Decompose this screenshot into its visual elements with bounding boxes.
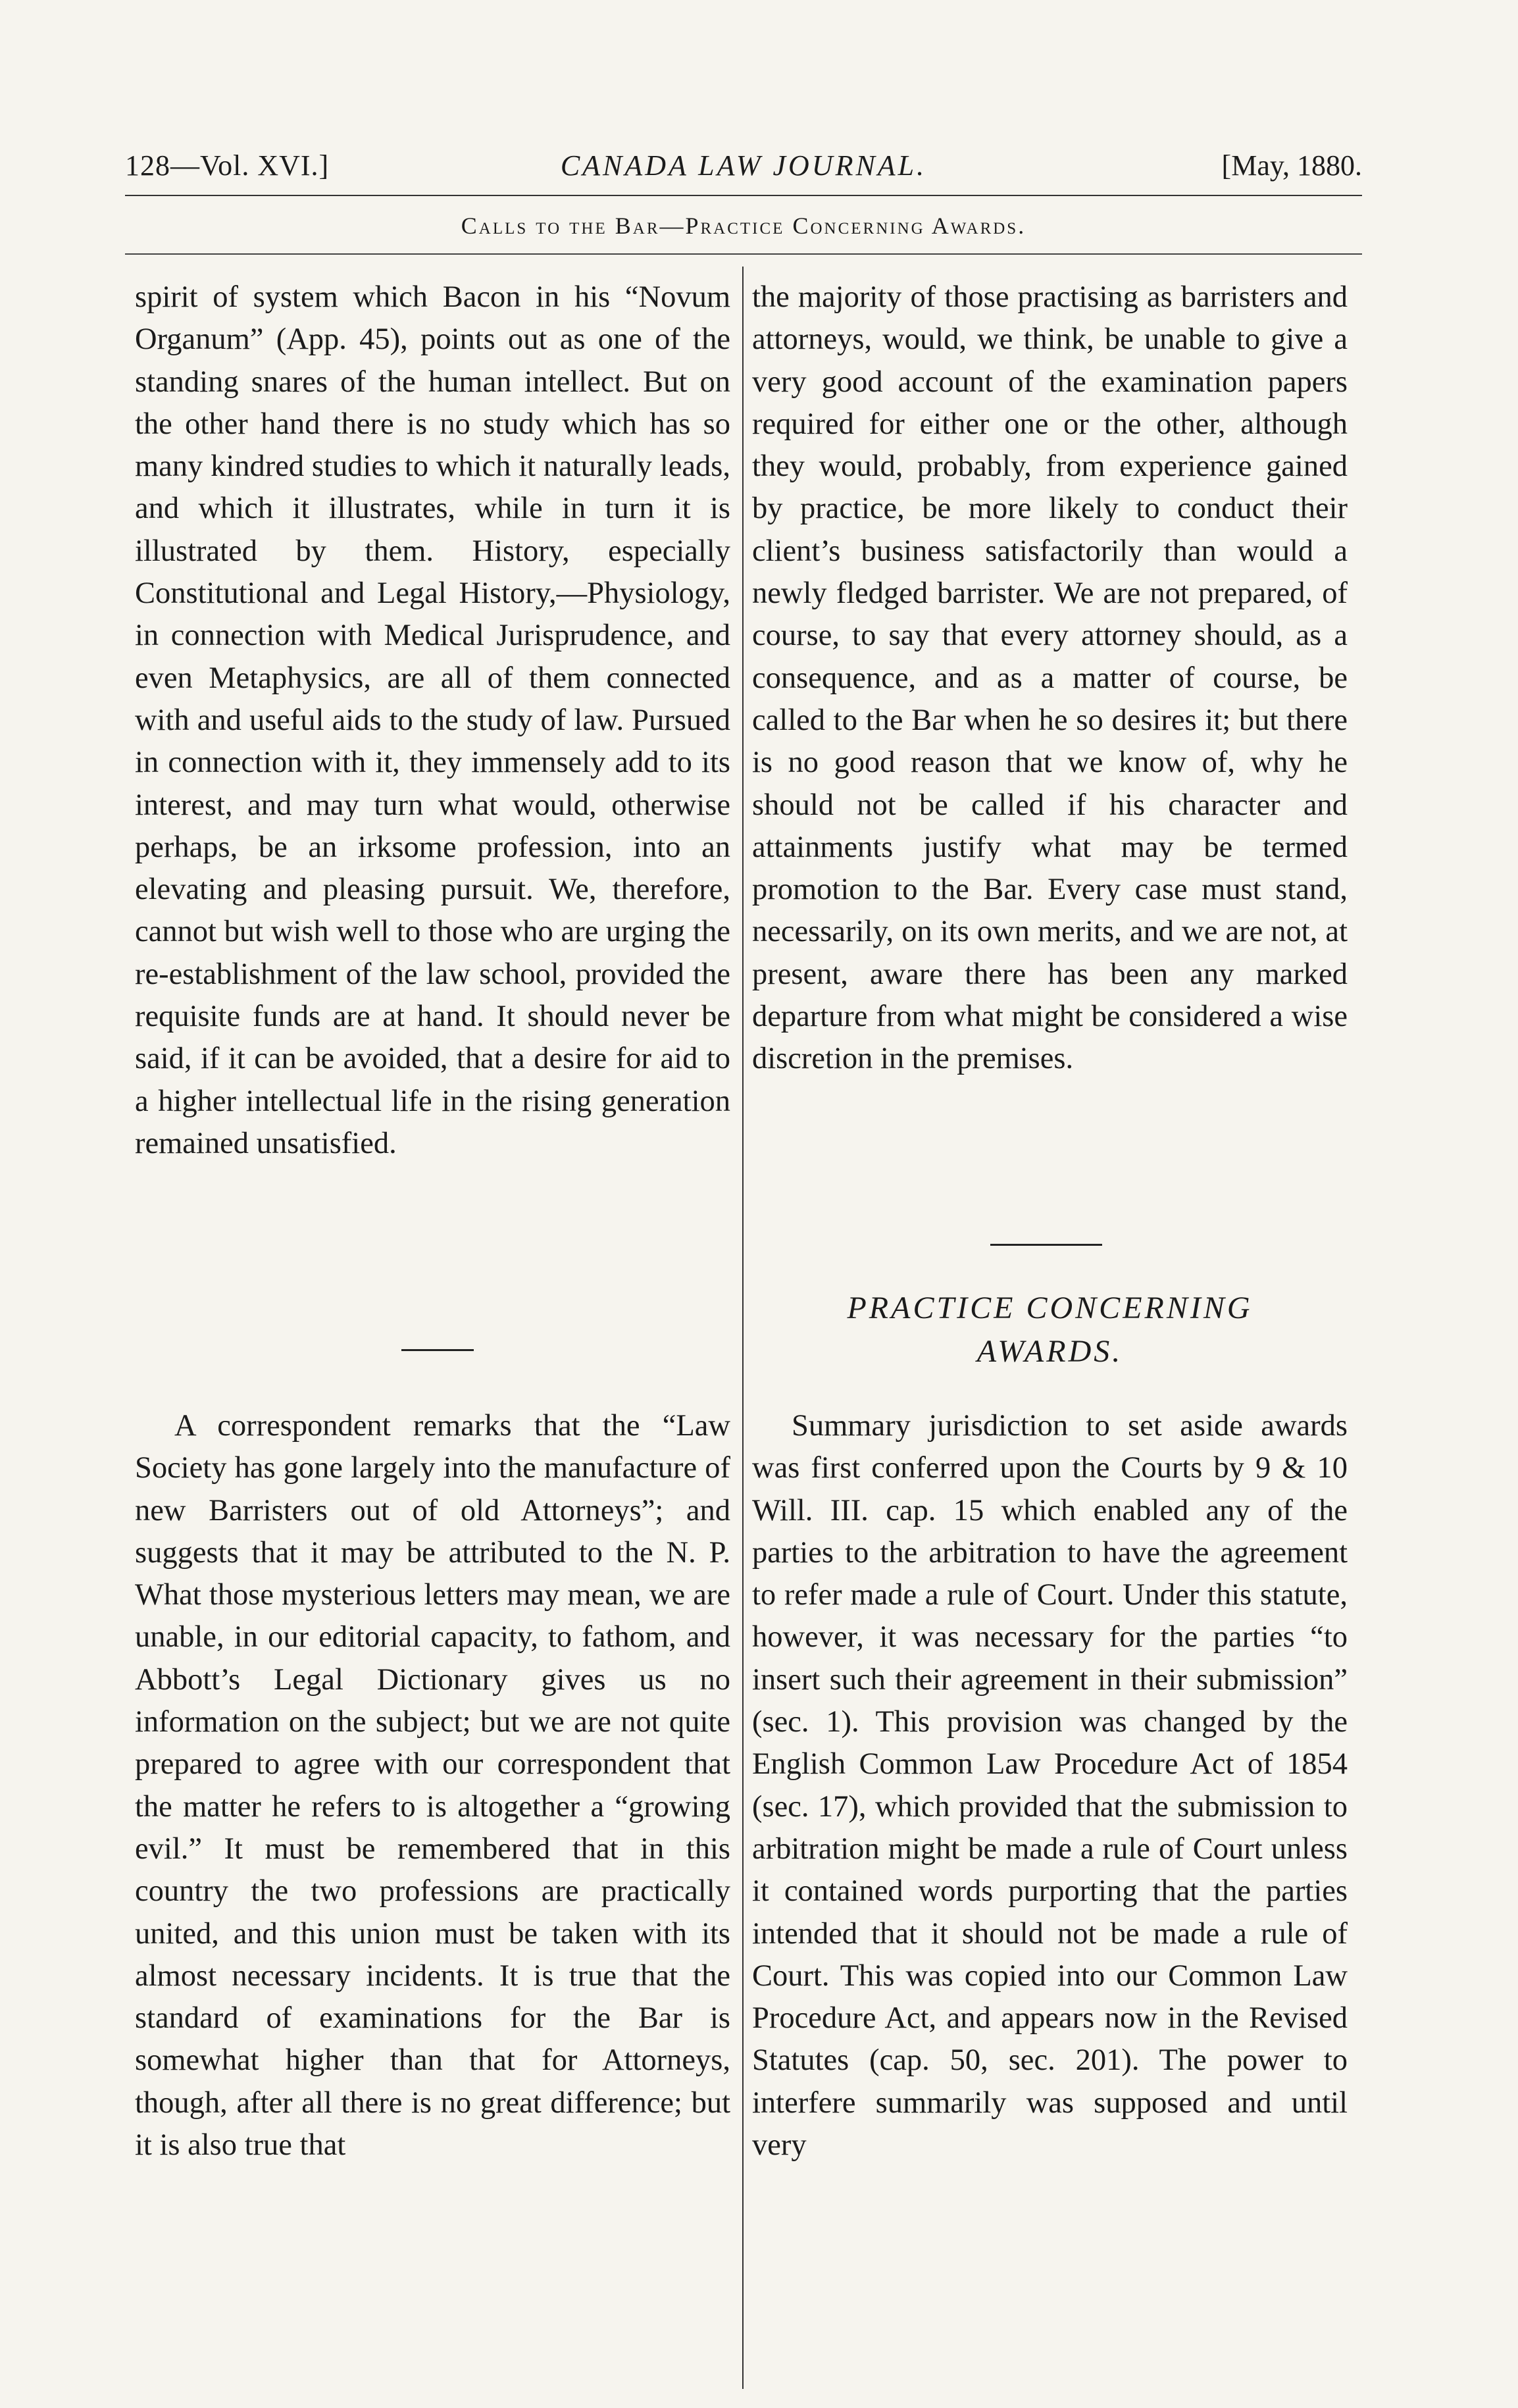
left-column-bottom: [135, 1405, 730, 2166]
running-header: [125, 146, 1362, 192]
header-rule: [125, 195, 1362, 196]
article-heading: [752, 1287, 1348, 1373]
right-paragraph-majority: the majority of those practising as barristers and attorneys, would, we think, be unable to give a very good account of the examination papers required for either one or the other, although they would, probably, from experience gained by practice, be more likely to conduct their client’s business satisfactorily than would a newly fledged barrister. We are not prepared, of course, to say that every attorney should, as a consequence, and as a matter of course, be called to the Bar when he so desires it; but there is no good reason that we know of, why he should not be called if his character and attainments justify what may be termed promotion to the Bar. Every case must stand, necessarily, on its own merits, and we are not, at present, aware there has been any marked departure from what might be considered a wise discretion in the premises.: [752, 280, 1348, 1076]
left-separator: [401, 1349, 474, 1351]
right-paragraph-awards: Summary jurisdiction to set aside awards was first conferred upon the Courts by 9 & 10 Will. III. cap. 15 which enabled any of the parties to the arbitration to have the agreement to refer made a rule of Court. Under this statute, however, it was necessary for the parties “to insert such their agreement in their submission” (sec. 1). This provision was changed by the English Common Law Procedure Act of 1854 (sec. 17), which provided that the submission to arbitration might be made a rule of Court unless it contained words purporting that the parties intended that it should not be made a rule of Court. This was copied into our Common Law Procedure Act, and appears now in the Revised Statutes (cap. 50, sec. 201). The power to interfere summarily was supposed and until very: [752, 1409, 1348, 2163]
issue-date: [May, 1880.: [1221, 149, 1362, 182]
journal-title: CANADA LAW JOURNAL.: [560, 149, 927, 182]
article-heading-line1: PRACTICE CONCERNING: [847, 1291, 1253, 1325]
left-paragraph-correspondent: A correspondent remarks that the “Law Society has gone largely into the manufacture of new Barristers out of old Attorneys”; and suggests that it may be attributed to the N. P. What those mysterious letters may mean, we are unable, in our editorial capacity, to fathom, and Abbott’s Legal Dictionary gives us no information on the subject; but we are not quite prepared to agree with our correspondent that the matter he refers to is altogether a “growing evil.” It must be remembered that in this country the two professions are practically united, and this union must be taken with its almost necessary incidents. It is true that the standard of examinations for the Bar is somewhat higher than that for Attorneys, though, after all there is no great difference; but it is also true that: [135, 1409, 730, 2163]
subtitle-rule: [125, 253, 1362, 255]
right-column-top: [752, 276, 1348, 1081]
section-subtitle: Calls to the Bar—Practice Concerning Awards.: [461, 213, 1026, 239]
left-column-top: [135, 276, 730, 1165]
right-column-bottom: [752, 1405, 1348, 2166]
column-divider: [742, 267, 744, 2389]
article-heading-line2: AWARDS.: [976, 1334, 1123, 1369]
page-volume-label: 128—Vol. XVI.]: [125, 149, 330, 182]
right-separator: [990, 1244, 1102, 1246]
left-paragraph-bacon: spirit of system which Bacon in his “Novum Organum” (App. 45), points out as one of the standing snares of the human intellect. But on the other hand there is no study which has so many kindred studies to which it naturally leads, and which it illustrates, while in turn it is illustrated by them. History, especially Constitutional and Legal History,—Physiology, in connection with Medical Jurisprudence, and even Metaphysics, are all of them connected with and useful aids to the study of law. Pursued in connection with it, they immensely add to its interest, and may turn what would, otherwise perhaps, be an irksome profession, into an elevating and pleasing pursuit. We, therefore, cannot but wish well to those who are urging the re-establishment of the law school, provided the requisite funds are at hand. It should never be said, if it can be avoided, that a desire for aid to a higher intellectual life in the rising generation remained unsatisfied.: [135, 280, 730, 1160]
